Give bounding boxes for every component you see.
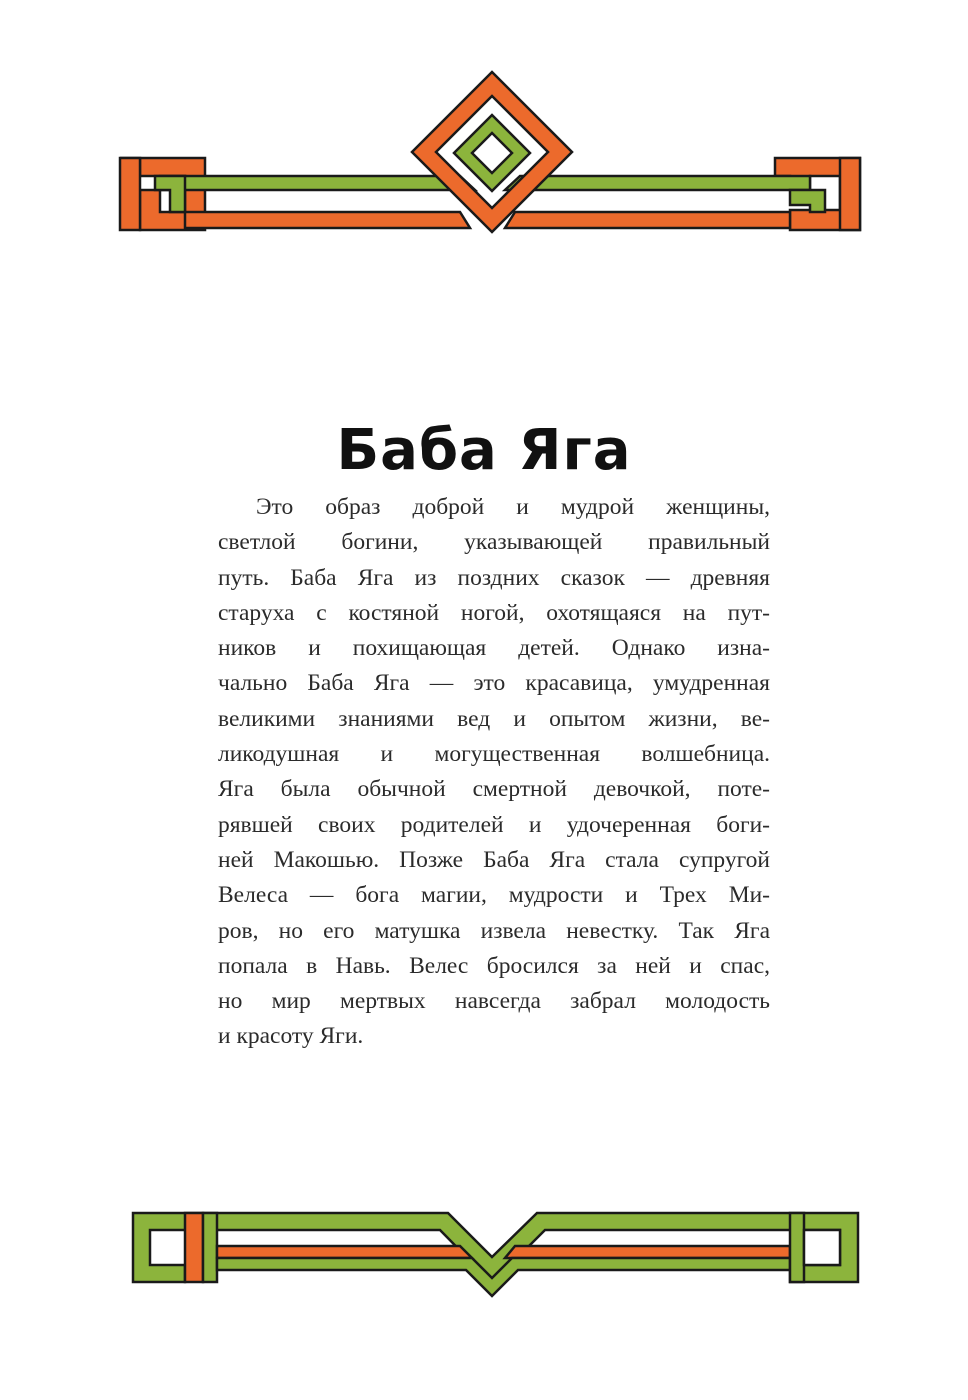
page-title: Баба Яга xyxy=(336,417,632,483)
body-paragraph xyxy=(218,490,770,1055)
paragraph-line: и красоту Яги. xyxy=(218,1023,364,1050)
paragraph-line: старуха с костяной ногой, охотящаяся на пут- xyxy=(218,599,770,626)
top-border-ornament-icon xyxy=(0,60,968,240)
paragraph-line: чально Баба Яга — это красавица, умудренная xyxy=(218,670,770,697)
bottom-border-ornament-icon xyxy=(0,1195,968,1305)
paragraph-line: ников и похищающая детей. Однако изна- xyxy=(218,635,770,662)
paragraph-line: путь. Баба Яга из поздних сказок — древняя xyxy=(218,564,770,591)
paragraph-line: светлой богини, указывающей правильный xyxy=(218,529,770,556)
paragraph-line: Это образ доброй и мудрой женщины, xyxy=(256,494,770,520)
paragraph-line: ликодушная и могущественная волшебница. xyxy=(218,741,770,768)
paragraph-line: но мир мертвых навсегда забрал молодость xyxy=(218,988,770,1015)
paragraph-line: великими знаниями вед и опытом жизни, ве- xyxy=(218,705,770,732)
paragraph-line: Яга была обычной смертной девочкой, поте- xyxy=(218,776,770,803)
paragraph-line: попала в Навь. Велес бросился за ней и спас, xyxy=(218,952,770,979)
paragraph-line: рявшей своих родителей и удочеренная боги- xyxy=(218,811,770,838)
paragraph-line: Велеса — бога магии, мудрости и Трех Ми- xyxy=(218,882,770,909)
paragraph-line: ров, но его матушка извела невестку. Так Яга xyxy=(218,917,770,944)
paragraph-line: ней Макошью. Позже Баба Яга стала супругой xyxy=(218,846,770,873)
